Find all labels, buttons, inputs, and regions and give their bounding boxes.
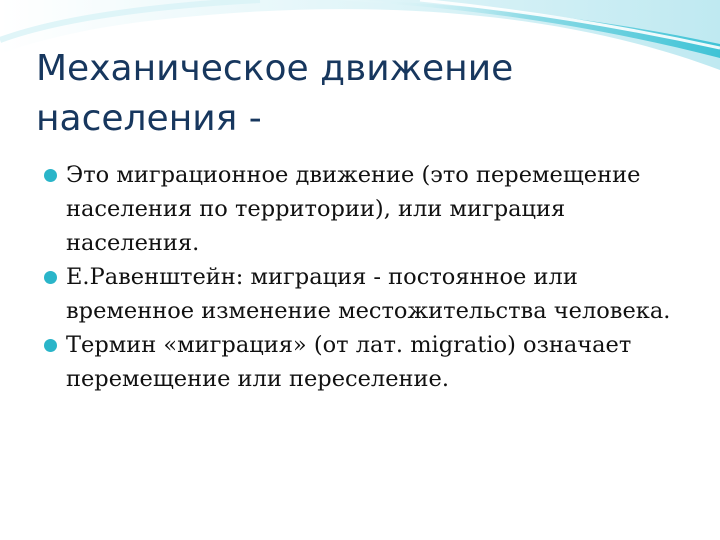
bullet-marker-icon: [44, 271, 57, 284]
bullet-item: [44, 158, 684, 260]
slide-title: [36, 44, 686, 144]
title-line-1: Механическое движение: [36, 48, 514, 89]
title-line-2: населения -: [36, 98, 262, 139]
bullet-item: [44, 260, 684, 328]
bullet-item: [44, 328, 684, 396]
bullet-text: Термин «миграция» (от лат. migratio) означает перемещение или переселение.: [66, 332, 632, 392]
bullet-marker-icon: [44, 169, 57, 182]
bullet-marker-icon: [44, 339, 57, 352]
bullet-text: Е.Равенштейн: миграция - постоянное или временное изменение местожительства человека.: [66, 264, 671, 324]
bullet-text: Это миграционное движение (это перемещение населения по территории), или миграция населения.: [66, 162, 641, 256]
bullet-list: [44, 158, 684, 396]
